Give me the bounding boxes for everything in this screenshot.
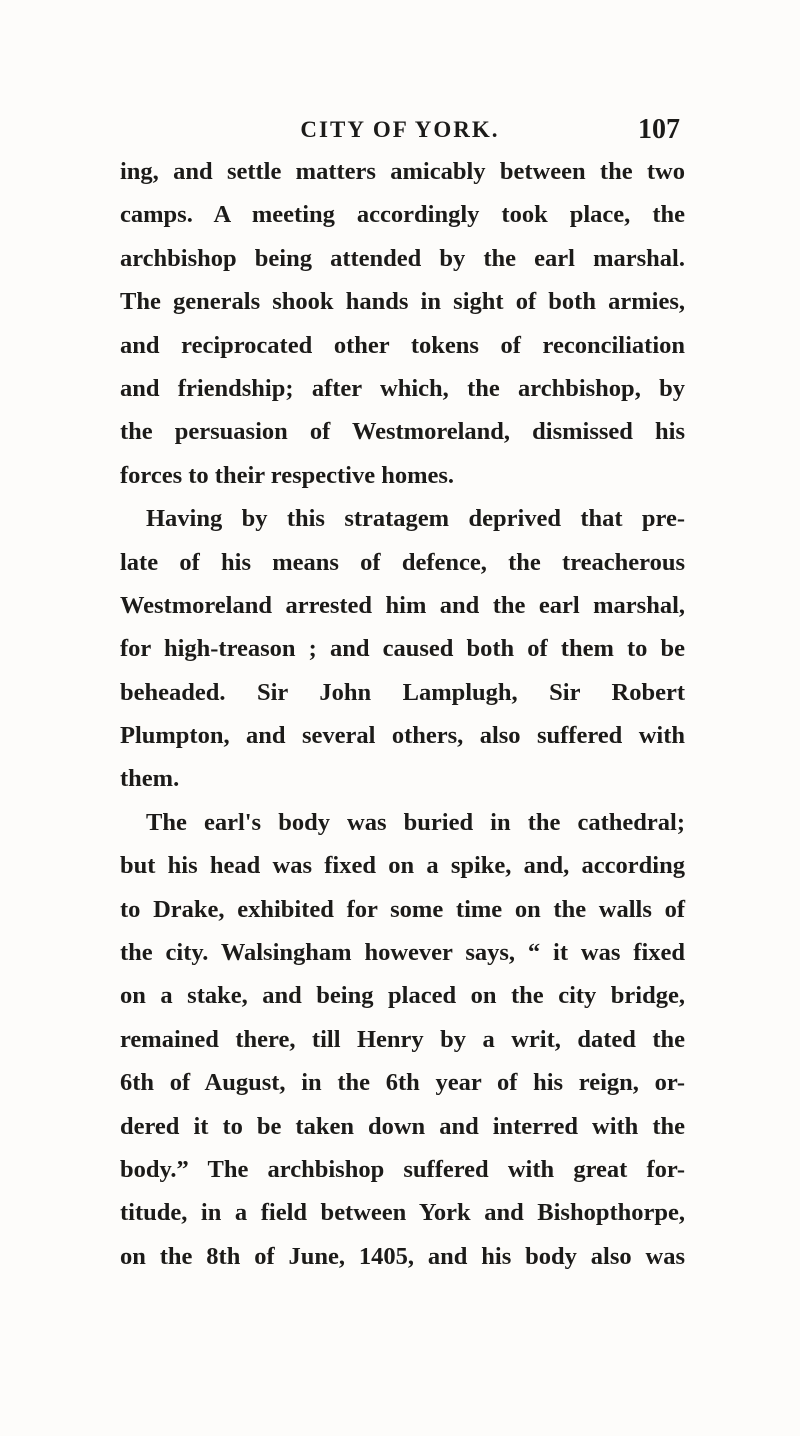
running-head: CITY OF YORK.: [300, 117, 500, 142]
text-line: Westmoreland arrested him and the earl marshal,: [120, 591, 685, 619]
text-line: on the 8th of June, 1405, and his body also was: [120, 1242, 685, 1270]
text-line: The earl's body was buried in the cathedral;: [146, 808, 685, 836]
text-line: beheaded. Sir John Lamplugh, Sir Robert: [120, 678, 685, 706]
text-line: and friendship; after which, the archbishop, by: [120, 374, 685, 402]
text-line: the persuasion of Westmoreland, dismissed his: [120, 418, 685, 446]
text-line: titude, in a field between York and Bishopthorpe,: [120, 1199, 685, 1227]
text-line: and reciprocated other tokens of reconciliation: [120, 331, 685, 359]
text-line: remained there, till Henry by a writ, dated the: [120, 1025, 685, 1053]
text-line: 6th of August, in the 6th year of his reign, or-: [120, 1069, 685, 1097]
text-line: Plumpton, and several others, also suffered with: [120, 722, 685, 750]
text-line: the city. Walsingham however says, “ it was fixed: [120, 939, 685, 967]
page-number: 107: [638, 114, 680, 145]
text-line: but his head was fixed on a spike, and, according: [120, 852, 685, 880]
text-line: ing, and settle matters amicably between the two: [120, 158, 685, 185]
body-text: [120, 150, 685, 1278]
text-line: body.” The archbishop suffered with great for-: [120, 1155, 685, 1183]
text-line: archbishop being attended by the earl marshal.: [120, 244, 685, 272]
text-line: them.: [120, 765, 180, 793]
text-line: for high-treason ; and caused both of them to be: [120, 635, 685, 663]
text-line: camps. A meeting accordingly took place, the: [120, 201, 685, 229]
text-line: The generals shook hands in sight of both armies,: [120, 288, 685, 316]
text-line: dered it to be taken down and interred with the: [120, 1112, 685, 1140]
text-line: to Drake, exhibited for some time on the walls of: [120, 895, 685, 923]
text-line: forces to their respective homes.: [120, 461, 455, 489]
text-line: Having by this stratagem deprived that pre-: [146, 505, 685, 533]
text-line: late of his means of defence, the treacherous: [120, 548, 685, 576]
text-line: on a stake, and being placed on the city bridge,: [120, 982, 685, 1010]
